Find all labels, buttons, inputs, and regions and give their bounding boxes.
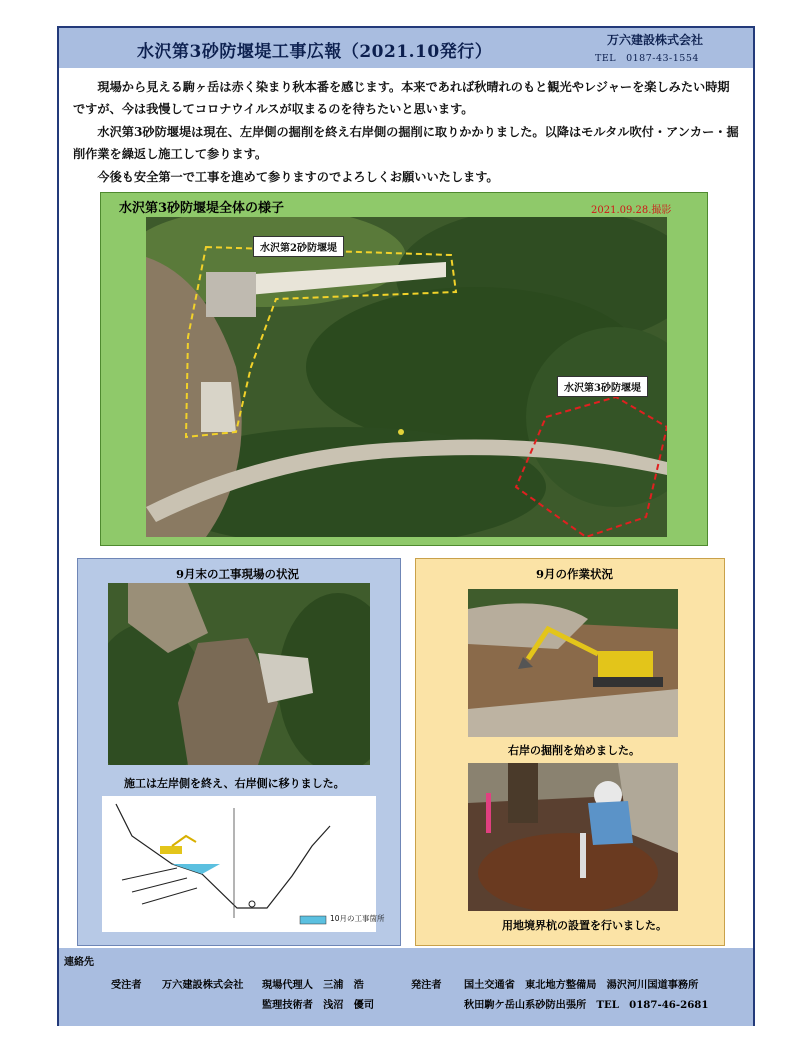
cross-section-diagram <box>102 796 385 932</box>
client-name: 国土交通省 東北地方整備局 湯沢河川国道事務所 <box>464 979 699 991</box>
intro-paragraph-2: 水沢第3砂防堰堤は現在、左岸側の掘削を終え右岸側の掘削に取りかかりました。以降はモルタル吹付・アンカー・掘削作業を繰返し施工して参ります。 <box>73 124 739 162</box>
supervising-engineer: 監理技術者 浅沼 優司 <box>262 999 375 1011</box>
intro-paragraph-1: 現場から見える駒ヶ岳は赤く染まり秋本番を感じます。本来であれば秋晴れのもと観光やレジャーを楽しみたい時期ですが、今は我慢してコロナウイルスが収まるのを待ちたいと思います。 <box>73 80 730 117</box>
late-september-caption: 施工は左岸側を終え、右岸側に移りました。 <box>124 777 345 790</box>
intro-text <box>73 76 741 188</box>
newsletter-frame <box>57 26 755 1026</box>
company-name: 万六建設株式会社 <box>607 33 704 47</box>
cross-section-drawing <box>102 796 376 932</box>
contact-footer <box>59 948 753 1026</box>
september-work-title: 9月の作業状況 <box>536 567 614 581</box>
boundary-stake-caption: 用地境界杭の設置を行いました。 <box>502 919 667 932</box>
overview-photo-title: 水沢第3砂防堰堤全体の様子 <box>119 201 285 216</box>
intro-paragraph-3: 今後も安全第一で工事を進めて参りますのでよろしくお願いいたします。 <box>97 169 499 184</box>
newsletter-title: 水沢第3砂防堰堤工事広報（2021.10発行） <box>137 42 493 62</box>
client-branch-office: 秋田駒ケ岳山系砂防出張所 TEL 0187-46-2681 <box>464 999 709 1011</box>
excavator-photo <box>468 589 678 737</box>
site-agent: 現場代理人 三浦 浩 <box>262 979 364 991</box>
header-bar <box>59 28 753 68</box>
excavation-caption: 右岸の掘削を始めました。 <box>508 744 640 757</box>
late-september-title: 9月末の工事現場の状況 <box>176 567 300 581</box>
boundary-stake-photo <box>468 763 678 911</box>
contact-heading: 連絡先 <box>64 957 94 968</box>
overview-photo-panel <box>100 192 708 546</box>
diagram-legend-label: 10月の工事箇所 <box>330 914 385 923</box>
label-dam-2: 水沢第2砂防堰堤 <box>253 236 344 257</box>
contractor-label: 受注者 <box>111 979 142 991</box>
company-tel: TEL 0187-43-1554 <box>595 53 699 64</box>
client-label: 発注者 <box>411 979 442 991</box>
late-september-panel <box>77 558 401 946</box>
contractor-name: 万六建設株式会社 <box>162 979 244 991</box>
label-dam-3: 水沢第3砂防堰堤 <box>557 376 648 397</box>
september-work-panel <box>415 558 725 946</box>
site-status-photo <box>108 583 370 765</box>
overview-photo-date: 2021.09.28.撮影 <box>591 205 672 216</box>
